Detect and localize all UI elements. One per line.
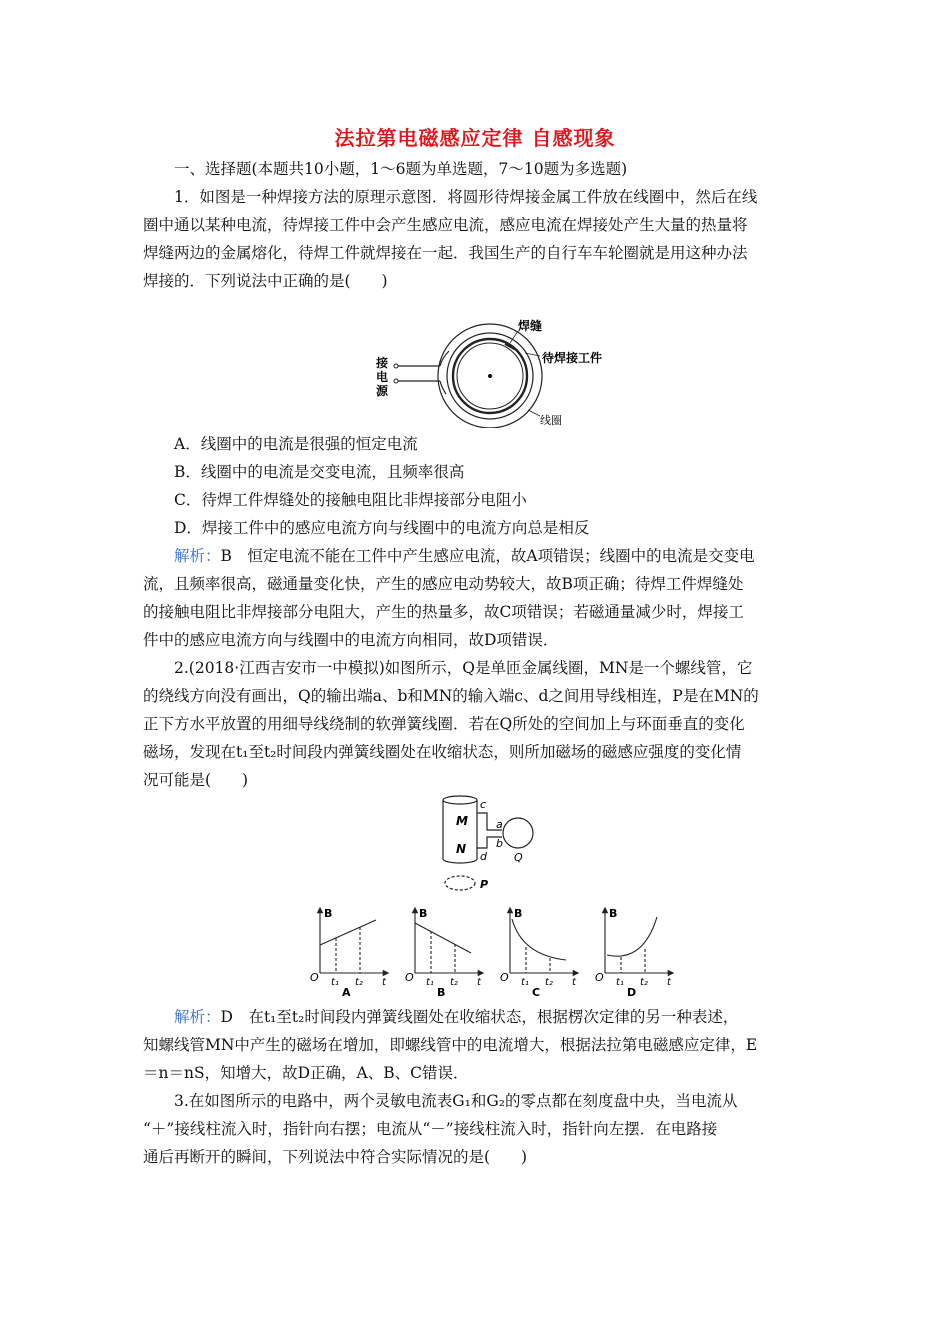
q3-line: “＋”接线柱流入时，指针向右摆；电流从“－”接线柱流入时，指针向左摆．在电路接 [143, 1120, 718, 1138]
graph-c-origin: O [500, 971, 509, 984]
loop-q [503, 818, 533, 848]
graph-b [405, 907, 482, 997]
graph-a-y-label: B [324, 907, 333, 920]
section-header [143, 155, 808, 183]
q2-figure-solenoid [430, 793, 550, 907]
label-q: Q [514, 851, 523, 864]
q1-line: 圈中通以某种电流，待焊接工件中会产生感应电流，感应电流在焊接处产生大量的热量将 [143, 216, 748, 234]
graph-c-t2: t₂ [545, 977, 553, 988]
graph-a-t2: t₂ [355, 977, 363, 988]
q1-analysis-line: 的接触电阻比非焊接部分电阻大，产生的热量多，故C项错误；若磁通量减少时，焊接工 [143, 603, 744, 621]
q2-graph-options [308, 905, 678, 1001]
question-1-analysis [143, 542, 808, 654]
graph-d-origin: O [595, 971, 604, 984]
graph-b-label: B [437, 986, 446, 997]
q2-analysis-line: 解析：D 在t₁至t₂时间段内弹簧线圈处在收缩状态，根据楞次定律的另一种表述， [174, 1008, 739, 1026]
graph-a-t1: t₁ [331, 977, 339, 988]
q1-analysis-line: 流，且频率很高，磁通量变化快，产生的感应电动势较大，故B项正确；待焊工件焊缝处 [143, 575, 744, 593]
analysis-label: 解析： [174, 1008, 221, 1026]
graph-c [500, 907, 577, 997]
graph-d-t2: t₂ [640, 977, 648, 988]
terminal-top [394, 364, 398, 368]
label-n: N [456, 842, 467, 856]
label-weld: 焊缝 [518, 319, 543, 333]
question-1-options [143, 430, 808, 542]
label-c: c [480, 798, 487, 811]
graph-b-t1: t₁ [426, 977, 434, 988]
graph-d-y-label: B [609, 907, 618, 920]
question-2-analysis [143, 1003, 808, 1087]
q2-line: 况可能是( ) [143, 771, 249, 789]
label-d: d [480, 850, 487, 863]
q2-analysis-line: ＝n＝nS，知增大，故D正确，A、B、C错误． [143, 1064, 469, 1082]
graph-b-y-label: B [419, 907, 428, 920]
question-2-stem [143, 654, 808, 794]
weld-pointer [510, 331, 518, 343]
q1-line: 焊缝两边的金属熔化，待焊工件就焊接在一起．我国生产的自行车车轮圈就是用这种办法 [143, 244, 748, 262]
label-m: M [456, 814, 468, 828]
label-workpiece: 待焊接工件 [542, 351, 603, 365]
graph-b-t2: t₂ [450, 977, 458, 988]
terminal-bottom [394, 379, 398, 383]
section-header-text: 一、选择题(本题共10小题，1～6题为单选题，7～10题为多选题) [174, 160, 628, 178]
option-d: D．焊接工件中的感应电流方向与线圈中的电流方向总是相反 [174, 519, 590, 537]
label-b: b [496, 837, 503, 850]
label-power-3: 源 [376, 384, 389, 398]
label-a: a [496, 818, 503, 831]
center-dot [488, 374, 492, 378]
q3-line: 3.在如图所示的电路中，两个灵敏电流表G₁和G₂的零点都在刻度盘中央，当电流从 [174, 1092, 738, 1110]
label-power-1: 接 [376, 356, 389, 370]
q2-analysis-line: 知螺线管MN中产生的磁场在增加，即螺线管中的电流增大，根据法拉第电磁感应定律，E [143, 1036, 758, 1054]
label-power-2: 电 [376, 370, 389, 384]
q2-line: 磁场，发现在t₁至t₂时间段内弹簧线圈处在收缩状态，则所加磁场的磁感应强度的变化情 [143, 743, 742, 761]
graph-b-x-label: t [477, 977, 481, 988]
label-coil: 线圈 [540, 414, 562, 427]
option-b: B．线圈中的电流是交变电流，且频率很高 [174, 463, 465, 481]
graph-d [595, 907, 672, 997]
graph-c-label: C [532, 986, 541, 997]
graph-a-curve [320, 920, 376, 945]
question-1-stem [143, 183, 808, 295]
graph-b-curve [415, 923, 471, 953]
q1-line: 焊接的．下列说法中正确的是( ) [143, 272, 388, 290]
graph-d-t1: t₁ [616, 977, 624, 988]
option-a: A．线圈中的电流是很强的恒定电流 [174, 435, 418, 453]
graph-c-curve [512, 919, 566, 960]
graph-a [310, 907, 387, 997]
graph-c-t1: t₁ [521, 977, 529, 988]
q2-line: 的绕线方向没有画出，Q的输出端a、b和MN的输入端c、d之间用导线相连，P是在MN的 [143, 687, 759, 705]
graph-c-y-label: B [514, 907, 523, 920]
question-3-stem [143, 1087, 808, 1171]
q2-line: 2.(2018·江西吉安市一中模拟)如图所示，Q是单匝金属线圈，MN是一个螺线管，它 [174, 659, 753, 677]
q1-figure-welding [360, 318, 620, 432]
graph-a-origin: O [310, 971, 319, 984]
page-title: 法拉第电磁感应定律 自感现象 [334, 126, 616, 150]
solenoid-top [443, 796, 477, 804]
coil-pointer [528, 410, 540, 416]
solenoid-bottom [443, 859, 477, 863]
graph-b-origin: O [405, 971, 414, 984]
analysis-label: 解析： [174, 547, 221, 565]
q1-analysis-line: 件中的感应电流方向与线圈中的电流方向相同，故D项错误． [143, 631, 559, 649]
graph-d-label: D [627, 986, 637, 997]
q3-line: 通后再断开的瞬间，下列说法中符合实际情况的是( ) [143, 1148, 528, 1166]
graph-d-x-label: t [667, 977, 671, 988]
option-c: C．待焊工件焊缝处的接触电阻比非焊接部分电阻小 [174, 491, 527, 509]
q1-analysis-line: 解析：B 恒定电流不能在工件中产生感应电流，故A项错误；线圈中的电流是交变电 [174, 547, 755, 565]
graph-c-x-label: t [572, 977, 576, 988]
graph-a-label: A [342, 986, 351, 997]
spring-coil-p [445, 876, 475, 890]
q1-line: 1．如图是一种焊接方法的原理示意图．将圆形待焊接金属工件放在线圈中，然后在线 [174, 188, 758, 206]
graph-a-x-label: t [382, 977, 386, 988]
label-p: P [480, 878, 489, 891]
graph-d-curve [607, 917, 657, 956]
q2-line: 正下方水平放置的用细导线绕制的软弹簧线圈．若在Q所处的空间加上与环面垂直的变化 [143, 715, 745, 733]
